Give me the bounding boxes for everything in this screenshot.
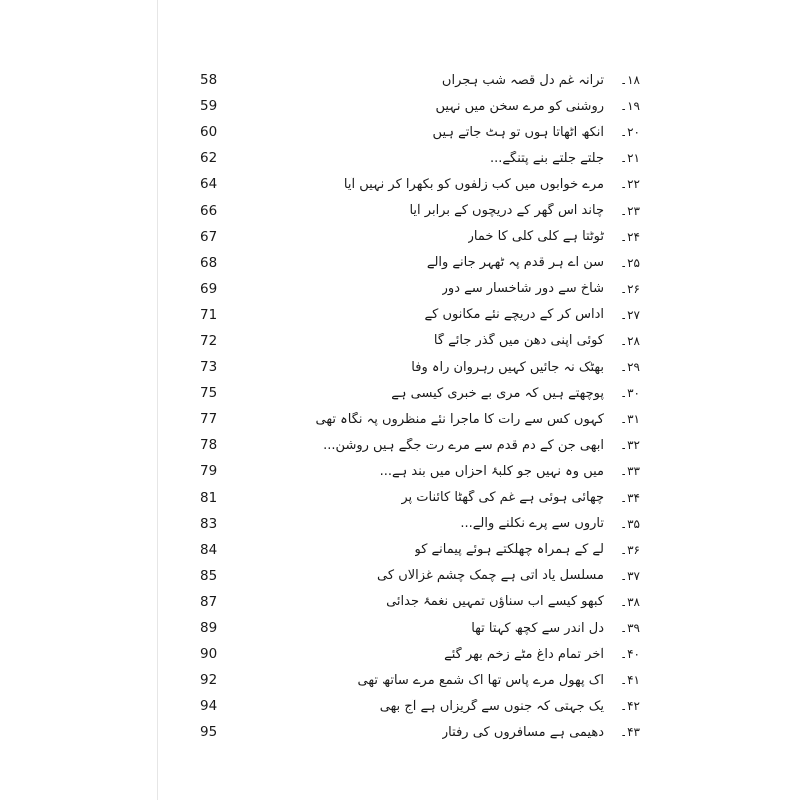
toc-row [200, 537, 640, 563]
toc-entry-number: ۲۶۔ [620, 281, 640, 296]
toc-row [200, 432, 640, 458]
toc-entry [344, 177, 640, 192]
toc-row [200, 458, 640, 484]
toc-entry-number: ۳۰۔ [620, 386, 640, 401]
toc-row [200, 93, 640, 119]
toc-entry [380, 464, 640, 479]
toc-page-number: 60 [200, 124, 218, 141]
toc-row [200, 485, 640, 511]
toc-page-number: 78 [200, 437, 218, 454]
toc-page-number: 83 [200, 515, 218, 532]
toc-entry [415, 542, 641, 557]
toc-entry-title: اداس کر کے دریچے نئے مکانوں کے [424, 307, 604, 323]
toc-row [200, 406, 640, 432]
toc-entry [442, 281, 640, 296]
toc-entry-number: ۳۶۔ [620, 542, 640, 557]
toc-page-number: 68 [200, 254, 218, 271]
toc-entry [409, 203, 640, 218]
toc-entry [468, 229, 640, 244]
toc-entry-title: بھٹک نہ جائیں کہیں رہروان راہ وفا [411, 359, 604, 375]
toc-entry-title: سن اے ہر قدم پہ ٹھہر جانے والے [426, 255, 604, 271]
page-edge-line [157, 0, 158, 800]
toc-entry-title: مرے خوابوں میں کب زلفوں کو بکھرا کر نہیں آیا [343, 176, 604, 192]
toc-row [200, 589, 640, 615]
toc-entry-number: ۲۱۔ [620, 151, 640, 166]
toc-page-number: 71 [200, 306, 218, 323]
toc-page-number: 66 [200, 202, 218, 219]
toc-entry [490, 151, 640, 166]
toc-row [200, 354, 640, 380]
toc-entry [434, 333, 640, 348]
toc-entry-number: ۲۲۔ [620, 177, 640, 192]
toc-row [200, 197, 640, 223]
toc-entry-title: اک پھول مرے پاس تھا اک شمع مرے ساتھ تھی [357, 672, 604, 688]
toc-entry-title: جلتے جلتے بنے پتنگے... [490, 150, 604, 166]
toc-entry-title: آنکھ اٹھاتا ہوں تو ہٹ جاتے ہیں [432, 124, 604, 140]
toc-page-number: 72 [200, 332, 218, 349]
toc-page-number: 67 [200, 228, 218, 245]
toc-entry [380, 699, 640, 714]
toc-entry-title: لے کے ہمراہ چھلکتے ہوئے پیمانے کو [414, 542, 604, 558]
toc-row [200, 250, 640, 276]
toc-row [200, 224, 640, 250]
toc-entry-number: ۳۴۔ [620, 490, 640, 505]
toc-entry [427, 255, 640, 270]
toc-page-number: 90 [200, 646, 218, 663]
toc-entry [433, 125, 640, 140]
toc-entry [411, 360, 640, 375]
toc-entry [386, 594, 640, 609]
toc-entry-title: آخر تمام داغ مٹے زخم بھر گئے [444, 646, 604, 662]
toc-row [200, 563, 640, 589]
toc-entry-number: ۳۸۔ [620, 594, 640, 609]
toc-entry-number: ۱۸۔ [620, 73, 640, 88]
toc-entry [358, 673, 640, 688]
toc-entry-title: چاند اس گھر کے دریچوں کے برابر آیا [409, 203, 604, 219]
toc-row [200, 380, 640, 406]
toc-page-number: 95 [200, 724, 218, 741]
toc-entry-number: ۳۵۔ [620, 516, 640, 531]
toc-entry-number: ۲۹۔ [620, 360, 640, 375]
toc-entry-title: روشنی کو مرے سخن میں نہیں [435, 98, 604, 114]
toc-page-number: 81 [200, 489, 218, 506]
toc-entry [323, 438, 640, 453]
toc-page-number: 73 [200, 359, 218, 376]
toc-entry-number: ۳۳۔ [620, 464, 640, 479]
toc-row [200, 719, 640, 745]
toc-entry-title: میں وہ نہیں جو کلبۂ احزاں میں بند ہے... [379, 463, 604, 479]
toc-page-number: 58 [200, 72, 218, 89]
toc-row [200, 145, 640, 171]
toc-page-number: 79 [200, 463, 218, 480]
toc-entry-number: ۴۱۔ [620, 673, 640, 688]
toc-page-number: 69 [200, 280, 218, 297]
toc-entry [435, 99, 640, 114]
toc-entry-number: ۴۳۔ [620, 725, 640, 740]
toc-entry [442, 725, 640, 740]
toc-page-number: 84 [200, 541, 218, 558]
toc-page-number: 77 [200, 411, 218, 428]
toc-row [200, 693, 640, 719]
toc-entry-title: دل اندر سے کچھ کہتا تھا [471, 620, 604, 636]
toc-entry-number: ۲۵۔ [620, 255, 640, 270]
toc-entry-title: مسلسل یاد آتی ہے چمک چشم غزالاں کی [377, 568, 604, 584]
toc-entry-number: ۳۱۔ [620, 412, 640, 427]
toc-entry-number: ۳۹۔ [620, 621, 640, 636]
toc-row [200, 302, 640, 328]
toc-entry-title: کبھو کیسے اب سناؤں تمہیں نغمۂ جدائی [386, 594, 604, 610]
toc-entry [444, 647, 640, 662]
toc-row [200, 641, 640, 667]
toc-row [200, 276, 640, 302]
toc-row [200, 67, 640, 93]
toc-row [200, 171, 640, 197]
toc-row [200, 511, 640, 537]
toc-row [200, 328, 640, 354]
toc-entry-number: ۲۳۔ [620, 203, 640, 218]
toc-entry [391, 386, 640, 401]
toc-entry [471, 621, 640, 636]
toc-entry-number: ۲۰۔ [620, 125, 640, 140]
toc-entry-number: ۳۷۔ [620, 568, 640, 583]
toc-page-number: 75 [200, 385, 218, 402]
toc-entry-number: ۲۸۔ [620, 333, 640, 348]
toc-page-number: 59 [200, 98, 218, 115]
toc-entry-title: کہوں کس سے رات کا ماجرا نئے منظروں پہ نگاہ تھی [315, 411, 604, 427]
toc-entry-number: ۴۰۔ [620, 647, 640, 662]
toc-entry-title: دھیمی ہے مسافروں کی رفتار [441, 724, 604, 740]
toc-page-number: 85 [200, 567, 218, 584]
toc-entry-title: چھائی ہوئی ہے غم کی گھٹا کائنات پر [401, 490, 604, 506]
toc-entry-title: ابھی جن کے دم قدم سے مرے رت جگے ہیں روشن... [323, 437, 604, 453]
toc-row [200, 119, 640, 145]
toc-row [200, 667, 640, 693]
toc-entry-title: تاروں سے پرے نکلنے والے... [460, 516, 604, 532]
toc-entry-title: ٹوٹتا ہے کلی کلی کا خمار [467, 229, 604, 245]
toc-entry-number: ۲۷۔ [620, 307, 640, 322]
toc-entry [460, 516, 640, 531]
toc-page-number: 87 [200, 593, 218, 610]
toc-page-number: 62 [200, 150, 218, 167]
toc-entry [425, 307, 641, 322]
toc-page-number: 89 [200, 620, 218, 637]
toc-page-number: 92 [200, 672, 218, 689]
toc-entry [377, 568, 640, 583]
toc-row [200, 615, 640, 641]
table-of-contents [200, 67, 640, 745]
toc-entry-title: یک جہتی کہ جنوں سے گریزاں ہے آج بھی [379, 698, 604, 714]
toc-entry-title: ترانہ غم دل قصہ شب ہجراں [441, 72, 604, 88]
toc-entry [442, 73, 640, 88]
toc-entry-title: شاخ سے دور شاخسار سے دور [441, 281, 604, 297]
toc-page-number: 94 [200, 698, 218, 715]
toc-entry-number: ۲۴۔ [620, 229, 640, 244]
toc-entry-number: ۳۲۔ [620, 438, 640, 453]
toc-entry-number: ۱۹۔ [620, 99, 640, 114]
toc-entry-title: پوچھتے ہیں کہ مری بے خبری کیسی ہے [391, 385, 604, 401]
toc-entry-number: ۴۲۔ [620, 699, 640, 714]
toc-entry [401, 490, 640, 505]
toc-page-number: 64 [200, 176, 218, 193]
toc-entry [316, 412, 640, 427]
toc-entry-title: کوئی اپنی دھن میں گذر جائے گا [433, 333, 604, 349]
